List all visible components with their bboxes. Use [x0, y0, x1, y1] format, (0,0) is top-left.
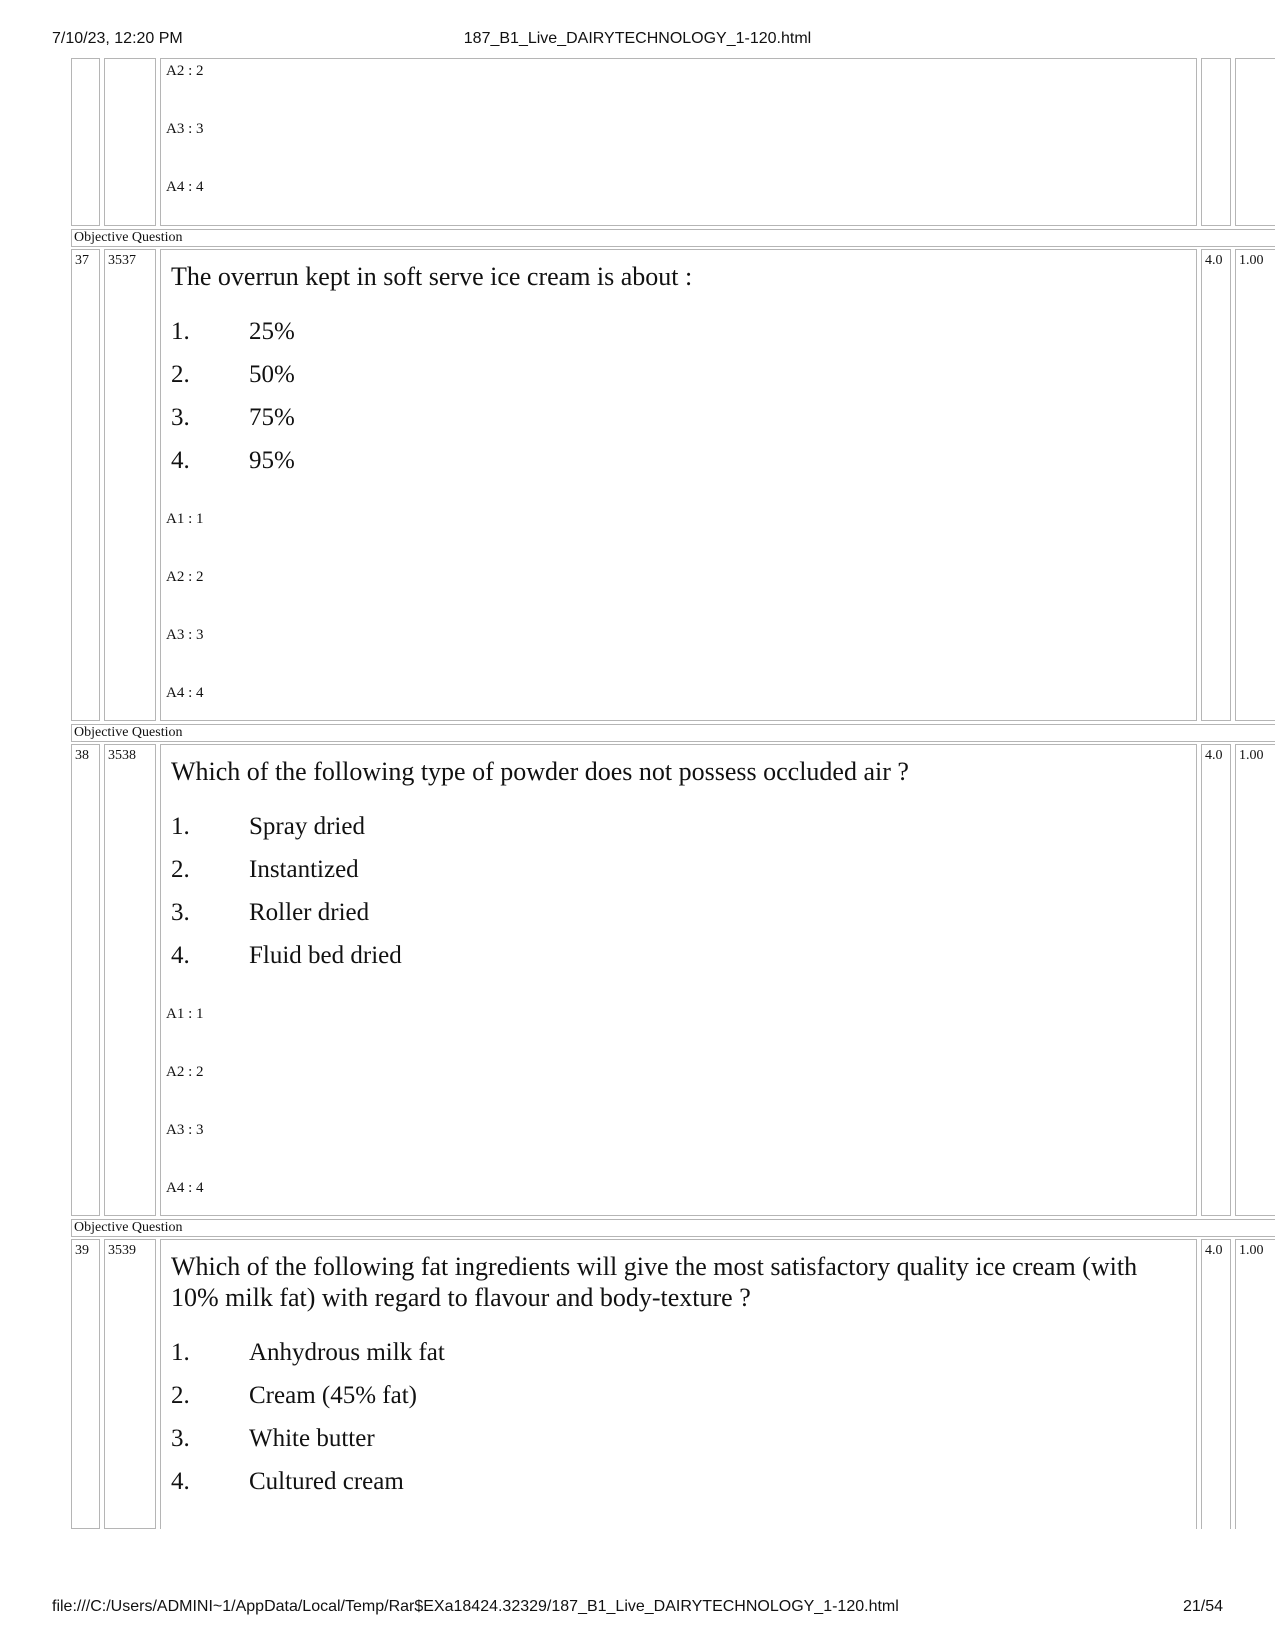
question-text: The overrun kept in soft serve ice cream is about :	[171, 262, 693, 291]
option-item	[171, 855, 1196, 898]
question-id: 3539	[104, 1239, 156, 1529]
question-row	[71, 744, 1264, 1216]
option-text: White butter	[249, 1425, 375, 1452]
option-text: 95%	[249, 447, 295, 474]
option-text: Fluid bed dried	[249, 942, 402, 969]
option-item	[171, 317, 1196, 360]
print-file-path: file:///C:/Users/ADMINI~1/AppData/Local/Temp/Rar$EXa18424.32329/187_B1_Live_DAIRYTECHNOLOGY_1-120.html	[52, 1598, 899, 1615]
answer-key-list	[161, 509, 1196, 741]
option-number: 3.	[171, 899, 190, 926]
question-type-label: Objective Question	[71, 1219, 1275, 1237]
option-text: 75%	[249, 404, 295, 431]
serial-cell	[71, 58, 100, 226]
option-text: Cultured cream	[249, 1468, 404, 1495]
marks: 4.0	[1201, 249, 1231, 721]
serial-number: 38	[71, 744, 100, 1216]
negative-marks: 1.00	[1235, 249, 1275, 721]
option-number: 4.	[171, 1468, 190, 1495]
question-id-cell	[104, 58, 156, 226]
option-number: 2.	[171, 856, 190, 883]
answer-key: A3 : 3	[166, 627, 204, 643]
option-text: Anhydrous milk fat	[249, 1339, 445, 1366]
option-number: 3.	[171, 404, 190, 431]
print-header	[0, 30, 1275, 52]
option-number: 1.	[171, 318, 190, 345]
serial-number: 39	[71, 1239, 100, 1529]
option-item	[171, 446, 1196, 489]
question-id: 3537	[104, 249, 156, 721]
marks: 4.0	[1201, 1239, 1231, 1529]
option-item	[171, 812, 1196, 855]
option-text: 25%	[249, 318, 295, 345]
option-list	[161, 812, 1196, 984]
option-item	[171, 1338, 1196, 1381]
question-text: Which of the following type of powder does not possess occluded air ?	[171, 757, 909, 786]
option-item	[171, 1381, 1196, 1424]
option-text: Spray dried	[249, 813, 365, 840]
question-body-cell	[160, 744, 1197, 1216]
serial-number: 37	[71, 249, 100, 721]
answer-key: A2 : 2	[166, 1064, 204, 1080]
answer-key: A2 : 2	[166, 569, 204, 585]
option-item	[171, 941, 1196, 984]
option-text: 50%	[249, 361, 295, 388]
question-row	[71, 1239, 1264, 1529]
option-list	[161, 317, 1196, 489]
question-body-cell	[160, 58, 1197, 226]
answer-key: A2 : 2	[166, 63, 204, 79]
option-text: Roller dried	[249, 899, 370, 926]
negative-marks-cell	[1235, 58, 1275, 226]
question-sheet	[71, 58, 1264, 1529]
page-number: 21/54	[1182, 1598, 1223, 1615]
negative-marks: 1.00	[1235, 744, 1275, 1216]
print-footer	[0, 1598, 1275, 1620]
print-datetime: 7/10/23, 12:20 PM	[52, 30, 183, 47]
option-number: 2.	[171, 361, 190, 388]
question-type-label: Objective Question	[71, 229, 1275, 247]
answer-key: A3 : 3	[166, 121, 204, 137]
negative-marks: 1.00	[1235, 1239, 1275, 1529]
answer-key: A4 : 4	[166, 685, 204, 701]
question-text: Which of the following fat ingredients will give the most satisfactory quality ice cream (with 10% milk fat) with regard to flavour and body-texture ?	[171, 1252, 1138, 1312]
option-number: 1.	[171, 813, 190, 840]
option-number: 3.	[171, 1425, 190, 1452]
answer-key: A3 : 3	[166, 1122, 204, 1138]
option-number: 4.	[171, 942, 190, 969]
question-body-cell	[160, 249, 1197, 721]
option-item	[171, 403, 1196, 446]
answer-key: A4 : 4	[166, 179, 204, 195]
question-row	[71, 249, 1264, 721]
marks: 4.0	[1201, 744, 1231, 1216]
answer-key: A1 : 1	[166, 511, 204, 527]
question-id: 3538	[104, 744, 156, 1216]
option-item	[171, 1467, 1196, 1510]
marks-cell	[1201, 58, 1231, 226]
option-number: 4.	[171, 447, 190, 474]
option-text: Instantized	[249, 856, 359, 883]
question-body-cell	[160, 1239, 1197, 1529]
option-list	[161, 1338, 1196, 1510]
answer-key-list	[161, 1004, 1196, 1236]
option-item	[171, 898, 1196, 941]
option-text: Cream (45% fat)	[249, 1382, 417, 1409]
option-number: 2.	[171, 1382, 190, 1409]
answer-key: A4 : 4	[166, 1180, 204, 1196]
question-row-partial	[71, 58, 1200, 226]
option-number: 1.	[171, 1339, 190, 1366]
question-type-label: Objective Question	[71, 724, 1275, 742]
print-document-title: 187_B1_Live_DAIRYTECHNOLOGY_1-120.html	[463, 30, 812, 47]
answer-key: A1 : 1	[166, 1006, 204, 1022]
option-item	[171, 360, 1196, 403]
option-item	[171, 1424, 1196, 1467]
